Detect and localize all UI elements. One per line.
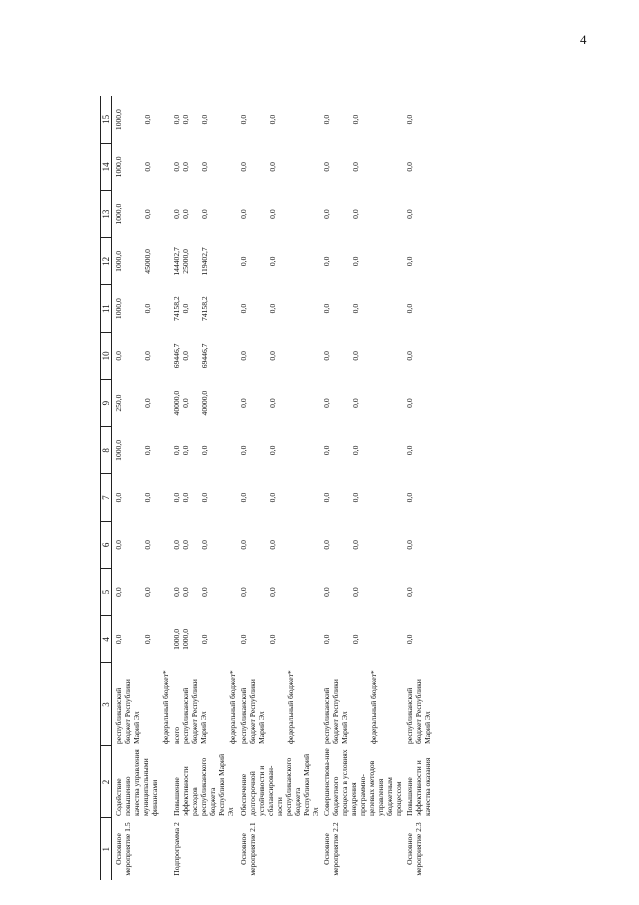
- value: 0,0: [239, 634, 248, 645]
- row-source-cell: [112, 663, 171, 746]
- value: 0,0: [268, 445, 277, 456]
- value: 0,0: [268, 162, 277, 172]
- value-cell: [320, 569, 403, 616]
- value-cell: [170, 143, 237, 190]
- value: 0,0: [351, 492, 360, 503]
- value: 0,0: [351, 114, 360, 125]
- value: 0,0: [239, 398, 248, 408]
- value-cell: [237, 285, 320, 332]
- value: 0,0: [172, 540, 181, 550]
- value: 1000,0: [114, 156, 123, 178]
- value: 1000,0: [172, 628, 181, 650]
- funding-source: всего: [172, 726, 181, 744]
- value: 1000,0: [114, 298, 123, 320]
- column-header: 10: [101, 332, 112, 379]
- value: 0,0: [268, 398, 277, 408]
- value: 0,0: [239, 114, 248, 125]
- value: 0,0: [268, 634, 277, 645]
- value-cell: [403, 238, 432, 285]
- value: 0,0: [181, 209, 190, 219]
- value: 0,0: [114, 540, 123, 550]
- column-header: 2: [101, 746, 112, 818]
- value: 0,0: [172, 492, 181, 503]
- table-body: [112, 96, 433, 880]
- value: 0,0: [322, 445, 331, 456]
- value: 0,0: [114, 351, 123, 361]
- page-number: 4: [580, 32, 587, 47]
- value: 0,0: [114, 587, 123, 597]
- value: 45000,0: [143, 249, 152, 274]
- row-program-name: Основное мероприятие 1.5: [114, 822, 132, 876]
- value: 0,0: [239, 209, 248, 219]
- row-description: Обеспечение долгосрочной устойчивости и сбалансирован-ности республиканского бюджета Республики Марий Эл: [239, 753, 320, 816]
- value-cell: [112, 238, 171, 285]
- value: 0,0: [172, 445, 181, 456]
- value: 0,0: [405, 114, 414, 125]
- value: 0,0: [351, 587, 360, 597]
- value: 0,0: [268, 492, 277, 503]
- value-cell: [170, 285, 237, 332]
- value: 1000,0: [181, 628, 190, 650]
- value: 40000,0: [172, 390, 181, 416]
- rotated-table-container: [100, 100, 639, 880]
- value: 0,0: [322, 351, 331, 361]
- value: 0,0: [268, 209, 277, 219]
- row-description: Совершенствова-ние бюджетного процесса в условиях внедрения программно-целевых методов управления бюджетным процессом: [322, 748, 403, 816]
- value: 144402,7: [172, 247, 181, 276]
- value: 0,0: [405, 209, 414, 219]
- value: 0,0: [405, 587, 414, 597]
- table-row: [170, 96, 237, 880]
- value-cell: [320, 238, 403, 285]
- value-cell: [320, 191, 403, 238]
- value-cell: [237, 96, 320, 143]
- value-cell: [237, 238, 320, 285]
- value-cell: [320, 380, 403, 427]
- value-cell: [170, 569, 237, 616]
- row-program-name: Основное мероприятие 2.3: [405, 822, 423, 876]
- value: 0,0: [181, 398, 190, 408]
- value-cell: [403, 332, 432, 379]
- value-cell: [170, 521, 237, 568]
- value: 0,0: [322, 303, 331, 314]
- value: 250,0: [114, 394, 123, 412]
- value: 0,0: [239, 303, 248, 314]
- value: 0,0: [268, 114, 277, 125]
- value-cell: [112, 96, 171, 143]
- value-cell: [237, 427, 320, 474]
- value: 40000,0: [200, 390, 209, 416]
- value: 0,0: [181, 587, 190, 597]
- value: 0,0: [322, 114, 331, 125]
- value: 0,0: [181, 114, 190, 125]
- value: 0,0: [351, 209, 360, 219]
- funding-source: федеральный бюджет*: [369, 670, 378, 744]
- value: 0,0: [405, 540, 414, 550]
- value-cell: [112, 427, 171, 474]
- value: 0,0: [143, 398, 152, 408]
- value-cell: [237, 380, 320, 427]
- value: 0,0: [322, 256, 331, 267]
- value-cell: [237, 191, 320, 238]
- value: 119402,7: [200, 247, 209, 276]
- value-cell: [112, 616, 171, 663]
- value: 0,0: [143, 445, 152, 456]
- funding-source: республиканский бюджет Республики Марий Эл: [405, 679, 432, 744]
- value: 0,0: [181, 492, 190, 503]
- value-cell: [320, 616, 403, 663]
- value-cell: [112, 191, 171, 238]
- value-cell: [320, 521, 403, 568]
- funding-source: республиканский бюджет Республики Марий Эл: [181, 679, 208, 744]
- value: 1000,0: [114, 109, 123, 131]
- row-description: Содействие повышению качества управления муниципальными финансами: [114, 749, 159, 816]
- value: 1000,0: [114, 203, 123, 225]
- value-cell: [320, 285, 403, 332]
- value-cell: [112, 569, 171, 616]
- value: 0,0: [405, 351, 414, 361]
- value: 0,0: [114, 634, 123, 645]
- value: 0,0: [322, 162, 331, 172]
- value: 0,0: [143, 634, 152, 645]
- value: 0,0: [351, 540, 360, 550]
- value: 0,0: [239, 587, 248, 597]
- funding-source: федеральный бюджет*: [286, 670, 295, 744]
- value-cell: [170, 191, 237, 238]
- row-program-name: Подпрограмма 2: [172, 822, 181, 876]
- value-cell: [112, 332, 171, 379]
- value: 0,0: [239, 351, 248, 361]
- value: 0,0: [143, 351, 152, 361]
- value-cell: [403, 569, 432, 616]
- value: 0,0: [351, 162, 360, 172]
- value: 0,0: [268, 351, 277, 361]
- value: 0,0: [200, 492, 209, 503]
- value-cell: [320, 474, 403, 521]
- value-cell: [403, 191, 432, 238]
- value-cell: [403, 616, 432, 663]
- value-cell: [403, 380, 432, 427]
- row-description: Повышение эффективности расходов республиканского бюджета Республики Марий Эл: [172, 753, 235, 816]
- column-header: 11: [101, 285, 112, 332]
- value: 0,0: [143, 587, 152, 597]
- funding-source: республиканский бюджет Республики Марий Эл: [239, 679, 266, 744]
- value: 0,0: [239, 445, 248, 456]
- value: 0,0: [143, 209, 152, 219]
- value: 0,0: [351, 256, 360, 267]
- value: 0,0: [143, 162, 152, 172]
- value-cell: [403, 96, 432, 143]
- row-program-name: Основное мероприятие 2.1: [239, 822, 257, 876]
- value-cell: [237, 332, 320, 379]
- value-cell: [320, 96, 403, 143]
- column-header: 3: [101, 663, 112, 746]
- value: 69446,7: [172, 343, 181, 369]
- row-source-cell: [403, 663, 432, 746]
- value: 0,0: [181, 540, 190, 550]
- value: 0,0: [239, 162, 248, 172]
- value: 0,0: [322, 492, 331, 503]
- value: 0,0: [143, 492, 152, 503]
- row-source-cell: [237, 663, 320, 746]
- value: 69446,7: [200, 343, 209, 369]
- value: 0,0: [268, 587, 277, 597]
- value: 0,0: [322, 540, 331, 550]
- value-cell: [320, 427, 403, 474]
- value: 0,0: [172, 209, 181, 219]
- value-cell: [170, 427, 237, 474]
- value-cell: [170, 238, 237, 285]
- value: 0,0: [143, 303, 152, 314]
- table-row: [237, 96, 320, 880]
- value-cell: [170, 616, 237, 663]
- column-header: 8: [101, 427, 112, 474]
- value: 0,0: [143, 540, 152, 550]
- value: 0,0: [351, 634, 360, 645]
- value: 0,0: [405, 492, 414, 503]
- value: 0,0: [268, 540, 277, 550]
- column-header: 5: [101, 569, 112, 616]
- value: 0,0: [114, 492, 123, 503]
- value-cell: [237, 474, 320, 521]
- funding-source: республиканский бюджет Республики Марий Эл: [322, 679, 349, 744]
- value-cell: [403, 474, 432, 521]
- value-cell: [112, 143, 171, 190]
- row-source-cell: [170, 663, 237, 746]
- value-cell: [170, 96, 237, 143]
- funding-table: [100, 96, 432, 880]
- table-row: [112, 96, 171, 880]
- table-row: [320, 96, 403, 880]
- value-cell: [237, 143, 320, 190]
- value: 0,0: [405, 634, 414, 645]
- value-cell: [403, 521, 432, 568]
- value-cell: [112, 521, 171, 568]
- column-header: 7: [101, 474, 112, 521]
- value-cell: [170, 474, 237, 521]
- value-cell: [403, 285, 432, 332]
- value: 0,0: [172, 587, 181, 597]
- column-header: 15: [101, 96, 112, 143]
- value: 74158,2: [200, 296, 209, 321]
- row-source-cell: [320, 663, 403, 746]
- column-header: 13: [101, 191, 112, 238]
- value: 0,0: [200, 209, 209, 219]
- header-row: [101, 96, 112, 880]
- value-cell: [112, 474, 171, 521]
- value-cell: [170, 332, 237, 379]
- value: 0,0: [172, 162, 181, 172]
- value-cell: [170, 380, 237, 427]
- value-cell: [320, 143, 403, 190]
- value: 0,0: [351, 398, 360, 408]
- value: 0,0: [405, 162, 414, 172]
- value: 0,0: [200, 445, 209, 456]
- value: 0,0: [181, 162, 190, 172]
- value: 1000,0: [114, 250, 123, 272]
- value: 0,0: [268, 256, 277, 267]
- value-cell: [112, 380, 171, 427]
- column-header: 14: [101, 143, 112, 190]
- row-description: Повышение эффективности и качества оказания: [405, 757, 432, 816]
- value: 0,0: [181, 445, 190, 456]
- column-header: 12: [101, 238, 112, 285]
- value: 74158,2: [172, 296, 181, 321]
- value-cell: [112, 285, 171, 332]
- column-header: 6: [101, 521, 112, 568]
- value: 0,0: [351, 303, 360, 314]
- value: 0,0: [322, 634, 331, 645]
- value-cell: [237, 521, 320, 568]
- value: 0,0: [239, 492, 248, 503]
- value: 0,0: [268, 303, 277, 314]
- value: 0,0: [351, 351, 360, 361]
- value: 0,0: [181, 351, 190, 361]
- value: 0,0: [200, 634, 209, 645]
- funding-source: федеральный бюджет*: [161, 670, 170, 744]
- table-row: [403, 96, 432, 880]
- value-cell: [237, 569, 320, 616]
- value: 0,0: [322, 398, 331, 408]
- row-program-name: Основное мероприятие 2.2: [322, 822, 340, 876]
- value: 0,0: [322, 209, 331, 219]
- value: 0,0: [200, 540, 209, 550]
- value: 25000,0: [181, 249, 190, 274]
- funding-source: республиканский бюджет Республики Марий Эл: [114, 679, 141, 744]
- value-cell: [403, 143, 432, 190]
- value: 0,0: [239, 540, 248, 550]
- funding-source: федеральный бюджет*: [228, 670, 237, 744]
- value: 0,0: [405, 303, 414, 314]
- value: 0,0: [239, 256, 248, 267]
- value: 0,0: [322, 587, 331, 597]
- value-cell: [237, 616, 320, 663]
- value: 0,0: [351, 445, 360, 456]
- value-cell: [320, 332, 403, 379]
- value: 0,0: [405, 398, 414, 408]
- value-cell: [403, 427, 432, 474]
- value: 0,0: [200, 162, 209, 172]
- column-header: 1: [101, 818, 112, 880]
- value: 0,0: [200, 114, 209, 125]
- value: 0,0: [405, 445, 414, 456]
- value: 0,0: [405, 256, 414, 267]
- column-header: 9: [101, 380, 112, 427]
- value: 1000,0: [114, 439, 123, 461]
- value: 0,0: [172, 114, 181, 125]
- value: 0,0: [200, 587, 209, 597]
- value: 0,0: [181, 303, 190, 314]
- value: 0,0: [143, 114, 152, 125]
- column-header: 4: [101, 616, 112, 663]
